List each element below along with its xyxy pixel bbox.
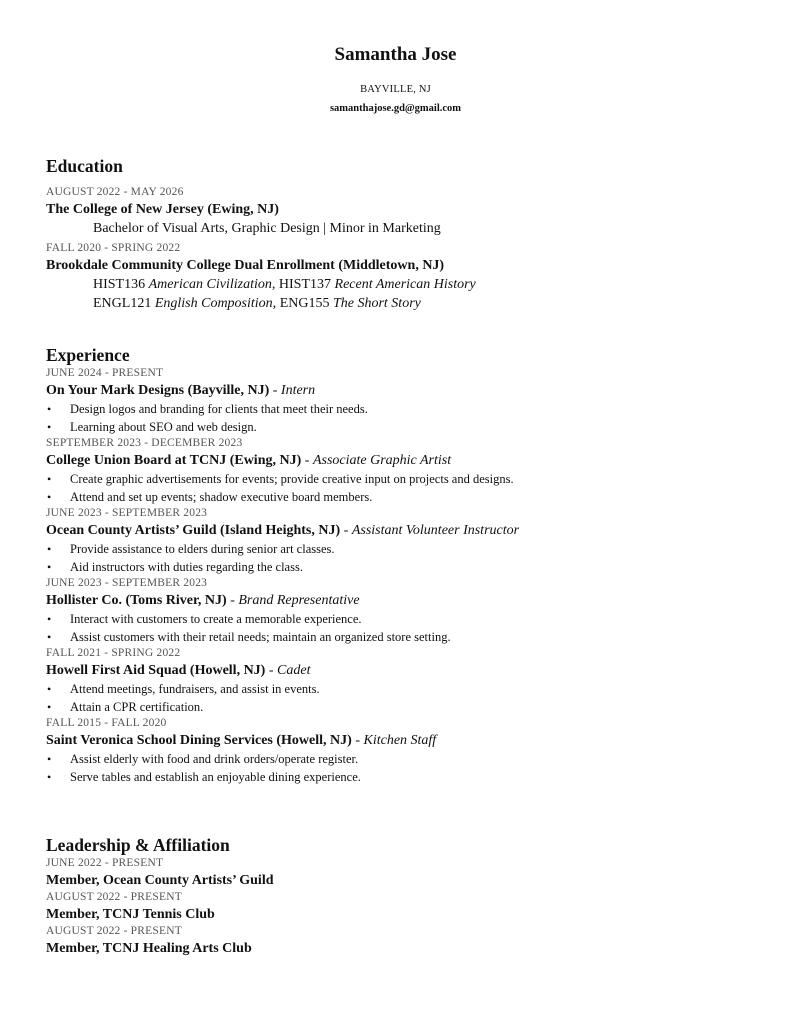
course-code: HIST136 <box>93 277 146 292</box>
course-title: English Composition, <box>154 296 277 311</box>
duty-list <box>46 750 746 786</box>
duty-item: • Design logos and branding for clients that meet their needs. <box>46 400 746 418</box>
job-title-line <box>46 521 746 540</box>
affiliation-entry <box>46 924 746 958</box>
employer-name: Saint Veronica School Dining Services (Howell, NJ) <box>46 733 352 748</box>
course-line <box>46 294 746 313</box>
duty-item: • Attend and set up events; shadow executive board members. <box>46 488 746 506</box>
candidate-location: BAYVILLE, NJ <box>360 84 431 95</box>
job-title-line <box>46 381 746 400</box>
duty-item: • Attain a CPR certification. <box>46 698 746 716</box>
job-title-line <box>46 591 746 610</box>
education-section <box>46 155 746 313</box>
duty-item: • Learning about SEO and web design. <box>46 418 746 436</box>
separator: - <box>269 383 281 398</box>
duty-item: • Create graphic advertisements for events; provide creative input on projects and designs. <box>46 470 746 488</box>
education-entry <box>46 185 746 238</box>
candidate-name: Samantha Jose <box>334 44 457 65</box>
employer-name: Ocean County Artists’ Guild (Island Heights, NJ) <box>46 523 341 538</box>
entry-date: FALL 2020 - SPRING 2022 <box>46 242 181 254</box>
experience-entry <box>46 716 746 786</box>
affiliation-name: Member, TCNJ Healing Arts Club <box>46 941 252 956</box>
school-name: Brookdale Community College Dual Enrollment (Middletown, NJ) <box>46 258 445 273</box>
course-title: American Civilization, <box>148 277 276 292</box>
job-role: Associate Graphic Artist <box>312 453 452 468</box>
entry-date: SEPTEMBER 2023 - DECEMBER 2023 <box>46 437 243 449</box>
affiliation-name: Member, TCNJ Tennis Club <box>46 907 215 922</box>
entry-date: FALL 2021 - SPRING 2022 <box>46 647 181 659</box>
duty-item: • Aid instructors with duties regarding the class. <box>46 558 746 576</box>
leadership-heading: Leadership & Affiliation <box>46 835 230 855</box>
experience-entry <box>46 366 746 436</box>
course-line <box>46 275 746 294</box>
education-entry <box>46 241 746 313</box>
separator: - <box>265 663 278 678</box>
entry-date: JUNE 2023 - SEPTEMBER 2023 <box>46 577 208 589</box>
separator: - <box>226 593 239 608</box>
duty-list <box>46 470 746 506</box>
employer-name: Howell First Aid Squad (Howell, NJ) <box>46 663 266 678</box>
job-title-line <box>46 731 746 750</box>
affiliation-name: Member, Ocean County Artists’ Guild <box>46 873 274 888</box>
experience-entry <box>46 506 746 576</box>
entry-date: FALL 2015 - FALL 2020 <box>46 717 167 729</box>
employer-name: On Your Mark Designs (Bayville, NJ) <box>46 383 270 398</box>
leadership-section <box>46 834 746 958</box>
duty-item: • Interact with customers to create a memorable experience. <box>46 610 746 628</box>
job-role: Kitchen Staff <box>363 733 437 748</box>
experience-heading: Experience <box>46 345 130 365</box>
experience-entry <box>46 576 746 646</box>
duty-item: • Assist elderly with food and drink orders/operate register. <box>46 750 746 768</box>
duty-list <box>46 400 746 436</box>
course-code: ENG155 <box>279 296 330 311</box>
affiliation-entry <box>46 890 746 924</box>
separator: - <box>340 523 352 538</box>
separator: - <box>351 733 364 748</box>
candidate-email: samanthajose.gd@gmail.com <box>329 103 462 114</box>
duty-list <box>46 540 746 576</box>
education-heading: Education <box>46 156 123 176</box>
entry-date: JUNE 2023 - SEPTEMBER 2023 <box>46 507 208 519</box>
separator: - <box>301 453 313 468</box>
duty-item: • Provide assistance to elders during senior art classes. <box>46 540 746 558</box>
job-title-line <box>46 451 746 470</box>
course-code: HIST137 <box>278 277 332 292</box>
entry-date: JUNE 2022 - PRESENT <box>46 857 164 869</box>
course-title: Recent American History <box>334 277 476 292</box>
job-role: Intern <box>280 383 316 398</box>
entry-date: AUGUST 2022 - MAY 2026 <box>46 186 184 198</box>
entry-date: JUNE 2024 - PRESENT <box>46 367 164 379</box>
employer-name: College Union Board at TCNJ (Ewing, NJ) <box>46 453 302 468</box>
experience-entry <box>46 436 746 506</box>
degree-detail: Bachelor of Visual Arts, Graphic Design | Minor in Marketing <box>93 221 441 236</box>
entry-date: AUGUST 2022 - PRESENT <box>46 925 182 937</box>
job-title-line <box>46 661 746 680</box>
duty-item: • Serve tables and establish an enjoyable dining experience. <box>46 768 746 786</box>
school-name: The College of New Jersey (Ewing, NJ) <box>46 202 279 217</box>
duty-item: • Assist customers with their retail needs; maintain an organized store setting. <box>46 628 746 646</box>
duty-list <box>46 610 746 646</box>
course-code: ENGL121 <box>93 296 152 311</box>
duty-list <box>46 680 746 716</box>
job-role: Cadet <box>277 663 311 678</box>
duty-item: • Attend meetings, fundraisers, and assist in events. <box>46 680 746 698</box>
employer-name: Hollister Co. (Toms River, NJ) <box>46 593 227 608</box>
affiliation-entry <box>46 856 746 890</box>
entry-date: AUGUST 2022 - PRESENT <box>46 891 182 903</box>
experience-section <box>46 344 746 786</box>
course-title: The Short Story <box>332 296 421 311</box>
experience-entry <box>46 646 746 716</box>
job-role: Assistant Volunteer Instructor <box>351 523 520 538</box>
job-role: Brand Representative <box>238 593 360 608</box>
